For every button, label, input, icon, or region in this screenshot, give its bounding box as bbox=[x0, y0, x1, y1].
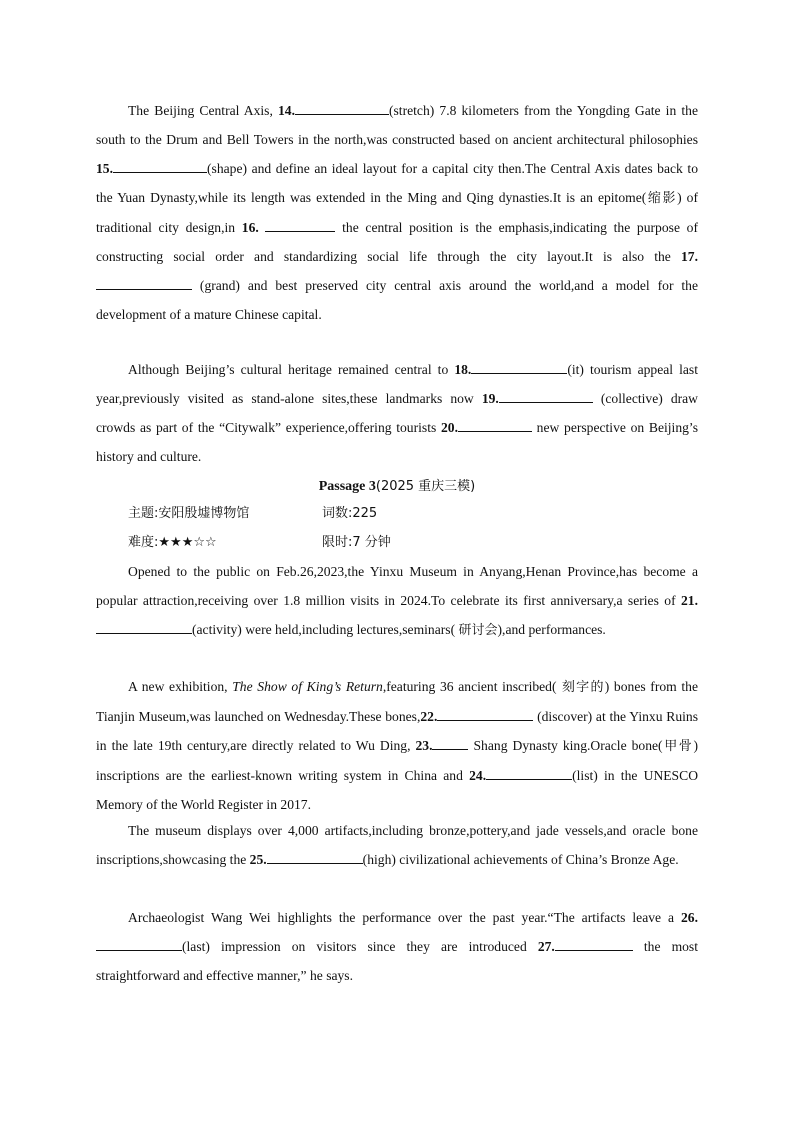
difficulty-stars: ★★★☆☆ bbox=[158, 535, 217, 550]
text-segment: (grand) and best preserved city central axis around the world,and a model for the development of a mature Chinese capital. bbox=[96, 278, 698, 322]
text-segment: (last) impression on visitors since they are introduced bbox=[182, 939, 538, 954]
blank-25[interactable] bbox=[267, 849, 363, 864]
word-count-label: 词数:225 bbox=[322, 506, 378, 521]
paragraph-exhibition bbox=[96, 672, 698, 819]
passage-source: (2025 重庆三模) bbox=[375, 479, 476, 494]
meta-row-topic bbox=[128, 503, 377, 525]
text-segment: the central position is the emphasis,indicating the purpose of constructing social order and standardizing social life through the city layout.It is also the bbox=[96, 220, 698, 264]
topic-label: 主题:安阳殷墟博物馆 bbox=[128, 506, 250, 521]
chinese-gloss: 甲骨 bbox=[662, 739, 694, 754]
text-segment: Archaeologist Wang Wei highlights the performance over the past year.“The artifacts leave a bbox=[128, 910, 681, 925]
blank-15[interactable] bbox=[113, 158, 207, 173]
text-segment: (activity) were held,including lectures,seminars( bbox=[192, 622, 459, 637]
blank-number-16: 16. bbox=[241, 220, 259, 235]
blank-number-19: 19. bbox=[481, 391, 499, 406]
blank-27[interactable] bbox=[555, 936, 633, 951]
blank-26[interactable] bbox=[96, 936, 182, 951]
blank-number-20: 20. bbox=[440, 420, 458, 435]
text-segment: (list) in the UNESCO Memory of the World Register in 2017. bbox=[96, 768, 699, 812]
text-segment: new perspective on Beijing’s history and culture. bbox=[96, 420, 698, 464]
paragraph-archaeologist bbox=[96, 903, 698, 990]
blank-16[interactable] bbox=[265, 217, 335, 232]
blank-number-22: 22. bbox=[420, 709, 438, 724]
text-segment: The Beijing Central Axis, bbox=[128, 103, 273, 118]
blank-number-17: 17. bbox=[681, 249, 698, 264]
chinese-gloss: 刻字的 bbox=[556, 680, 605, 695]
blank-23[interactable] bbox=[432, 735, 468, 750]
paragraph-tourism bbox=[96, 355, 698, 471]
blank-number-24: 24. bbox=[469, 768, 487, 783]
blank-20[interactable] bbox=[458, 417, 532, 432]
blank-14[interactable] bbox=[295, 100, 389, 115]
blank-number-15: 15. bbox=[96, 161, 113, 176]
text-segment: ) of traditional city design,in bbox=[96, 190, 698, 235]
text-segment: Shang Dynasty king.Oracle bone( bbox=[473, 738, 663, 753]
blank-21[interactable] bbox=[96, 619, 192, 634]
blank-19[interactable] bbox=[499, 388, 593, 403]
text-segment: Although Beijing’s cultural heritage remained central to bbox=[128, 362, 455, 377]
text-segment: ),and performances. bbox=[497, 622, 606, 637]
text-segment: the most straightforward and effective manner,” he says. bbox=[96, 939, 699, 983]
text-segment: ) inscriptions are the earliest-known writing system in China and bbox=[96, 738, 698, 783]
text-segment: (discover) at the Yinxu Ruins in the late 19th century,are directly related to Wu Ding, bbox=[96, 709, 698, 753]
passage-title: Passage 3 bbox=[318, 479, 376, 494]
exhibition-title: The Show of King’s Return bbox=[232, 679, 383, 694]
paragraph-museum-opening bbox=[96, 557, 698, 645]
blank-number-25: 25. bbox=[249, 852, 267, 867]
blank-18[interactable] bbox=[471, 359, 567, 374]
chinese-gloss: 研讨会 bbox=[458, 623, 498, 638]
blank-17[interactable] bbox=[96, 275, 192, 290]
blank-22[interactable] bbox=[437, 706, 533, 721]
text-segment: The museum displays over 4,000 artifacts,including bronze,pottery,and jade vessels,and oracle bone inscriptions,showcasing the bbox=[96, 823, 698, 867]
blank-number-18: 18. bbox=[454, 362, 472, 377]
text-segment: A new exhibition, bbox=[128, 679, 233, 694]
chinese-gloss: 缩影 bbox=[646, 191, 678, 206]
text-segment: (collective) draw crowds as part of the “Citywalk” experience,offering tourists bbox=[96, 391, 698, 435]
text-segment: (it) tourism appeal last year,previously visited as stand-alone sites,these landmarks now bbox=[96, 362, 698, 406]
text-segment: (shape) and define an ideal layout for a capital city then.The Central Axis dates back to the Yuan Dynasty,while its length was extended in the Ming and Qing dynasties.It is an epitome( bbox=[96, 161, 698, 205]
passage-heading bbox=[96, 476, 698, 498]
paragraph-central-axis bbox=[96, 96, 698, 329]
blank-24[interactable] bbox=[486, 765, 572, 780]
meta-row-difficulty bbox=[128, 532, 391, 554]
blank-number-26: 26. bbox=[681, 910, 698, 925]
blank-number-21: 21. bbox=[681, 593, 698, 608]
text-segment: Opened to the public on Feb.26,2023,the Yinxu Museum in Anyang,Henan Province,has become a popular attraction,receiving over 1.8 million visits in 2024.To celebrate its first anniversary,a series of bbox=[96, 564, 698, 608]
paragraph-artifacts bbox=[96, 816, 698, 874]
time-limit-label: 限时:7 分钟 bbox=[322, 535, 391, 550]
text-segment: (stretch) 7.8 kilometers from the Yongding Gate in the south to the Drum and Bell Towers in the north,was constructed based on ancient architectural philosophies bbox=[96, 103, 698, 147]
text-segment: (high) civilizational achievements of China’s Bronze Age. bbox=[362, 852, 679, 867]
text-segment: ,featuring 36 ancient inscribed( bbox=[382, 679, 557, 694]
blank-number-27: 27. bbox=[537, 939, 555, 954]
blank-number-14: 14. bbox=[277, 103, 295, 118]
text-segment: ) bones from the Tianjin Museum,was launched on Wednesday.These bones, bbox=[96, 679, 699, 724]
blank-number-23: 23. bbox=[415, 738, 433, 753]
difficulty-label: 难度: bbox=[128, 535, 159, 550]
